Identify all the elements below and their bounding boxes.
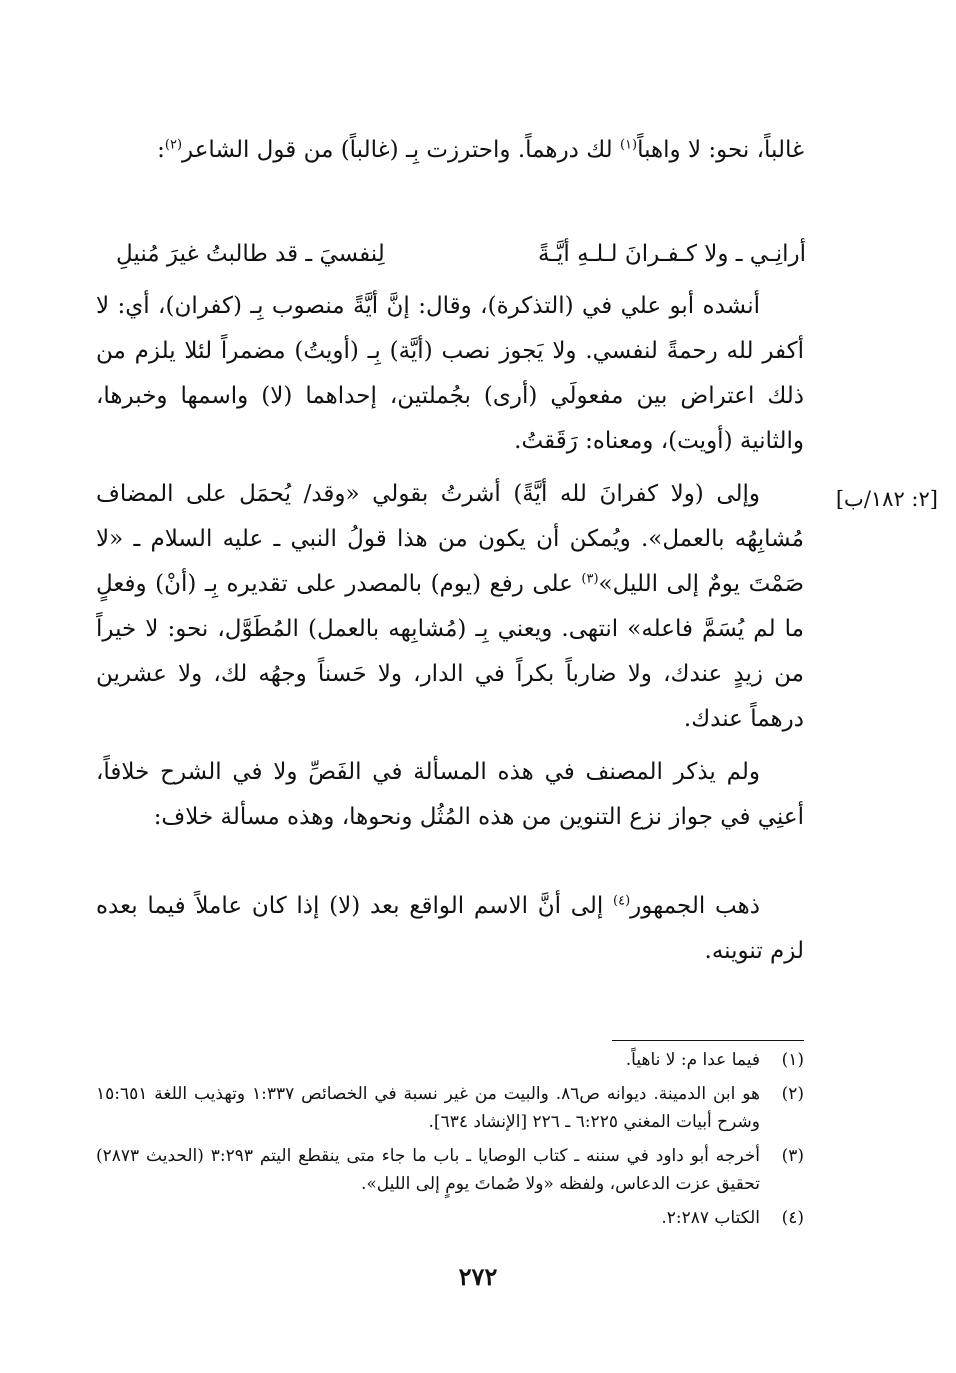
verse-first-hemistich: أرانِـي ـ ولا كـفـرانَ لـلـهِ أيَّـةً — [537, 241, 806, 267]
paragraph-5-text-b: إلى أنَّ الاسم الواقع بعد (لا) إذا كان عاملاً فيما بعده لزم تنوينه. — [96, 893, 804, 964]
manuscript-folio-note: [٢: ١٨٢/ب] — [835, 487, 938, 511]
paragraph-5-text-a: ذهب الجمهور — [630, 893, 760, 919]
paragraph-5 — [96, 884, 804, 974]
footnote-ref-3[interactable]: (٣) — [581, 571, 599, 587]
footnote-number: (٤) — [781, 1208, 804, 1228]
footnote-separator — [612, 1040, 804, 1041]
paragraph-1-text-b: لك درهماً. واحترزت بِـ (غالباً) من قول الشاعر — [182, 137, 620, 163]
paragraph-3 — [96, 472, 804, 742]
footnote-1 — [96, 1046, 804, 1074]
paragraph-1-text-a: غالباً، نحو: لا واهباً — [637, 137, 804, 163]
page-number: ٢٧٢ — [458, 1262, 498, 1291]
poetry-verse — [116, 234, 806, 274]
footnote-text: الكتاب ٢:٢٨٧. — [661, 1208, 760, 1228]
verse-second-hemistich: لِنفسيَ ـ قد طالبتُ غيرَ مُنيلِ — [116, 241, 385, 267]
footnote-ref-1[interactable]: (١) — [619, 137, 638, 153]
footnote-ref-4[interactable]: (٤) — [613, 893, 631, 909]
footnote-number: (٣) — [781, 1146, 804, 1166]
paragraph-2-text: أنشده أبو علي في (التذكرة)، وقال: إنَّ أيَّةً منصوب بِـ (كفران)، أي: لا أكفر لله رحمةً لنفسي. ولا يَجوز نصب (أيَّة) بِـ (أويتُ) مضمراً لئلا يلزم من ذلك اعتراض بين مفعولَي (أرى) بجُملتين، إحداهما (لا) واسمها وخبرها، والثانية (أويت)، ومعناه: رَقَقتُ. — [96, 293, 804, 454]
footnote-3 — [96, 1142, 804, 1198]
footnote-text: هو ابن الدمينة. ديوانه ص٨٦. والبيت من غير نسبة في الخصائص ١:٣٣٧ وتهذيب اللغة ١٥:٦٥١ وشرح أبيات المغني ٦:٢٢٥ ـ ٢٢٦ [الإنشاد ٦٣٤]. — [96, 1084, 760, 1132]
footnotes-list — [96, 1046, 804, 1238]
paragraph-1 — [96, 128, 804, 173]
paragraph-4-text: ولم يذكر المصنف في هذه المسألة في الفَصِّ ولا في الشرح خلافاً، أعنِي في جواز نزع التنوين من هذه المُثُل ونحوها، وهذه مسألة خلاف: — [96, 759, 804, 830]
paragraph-3-text-b: على رفع (يوم) بالمصدر على تقديره بِـ (أنْ) وفعلٍ ما لم يُسَمَّ فاعله» انتهى. ويعني بِـ (مُشابِهه بالعمل) المُطَوَّل، نحو: لا خيراً من زيدٍ عندك، ولا ضارباً بكراً في الدار، ولا حَسناً وجهُه لك، ولا عشرين درهماً عندك. — [96, 571, 804, 732]
paragraph-2 — [96, 284, 804, 464]
footnote-2 — [96, 1080, 804, 1136]
paragraph-3-text-a: وإلى (ولا كفرانَ لله أيَّةً) أشرتُ بقولي «وقد/ يُحمَل على المضاف مُشابِهُه بالعمل». ويُمكن أن يكون من هذا قولُ النبي ـ عليه السلام ـ «لا صَمْتَ يومٌ إلى الليل» — [96, 481, 804, 597]
footnote-text: أخرجه أبو داود في سننه ـ كتاب الوصايا ـ باب ما جاء متى ينقطع اليتم ٣:٢٩٣ (الحديث ٢٨٧٣) تحقيق عزت الدعاس، ولفظه «ولا صُماتَ يومٍ إلى الليل». — [96, 1146, 760, 1194]
footnote-text: فيما عدا م: لا ناهياً. — [625, 1050, 760, 1070]
paragraph-1-text-c: : — [157, 137, 165, 163]
footnote-ref-2[interactable]: (٢) — [164, 137, 183, 153]
paragraph-4 — [96, 750, 804, 840]
footnote-4 — [96, 1204, 804, 1232]
footnote-number: (٢) — [781, 1084, 804, 1104]
footnote-number: (١) — [781, 1050, 804, 1070]
